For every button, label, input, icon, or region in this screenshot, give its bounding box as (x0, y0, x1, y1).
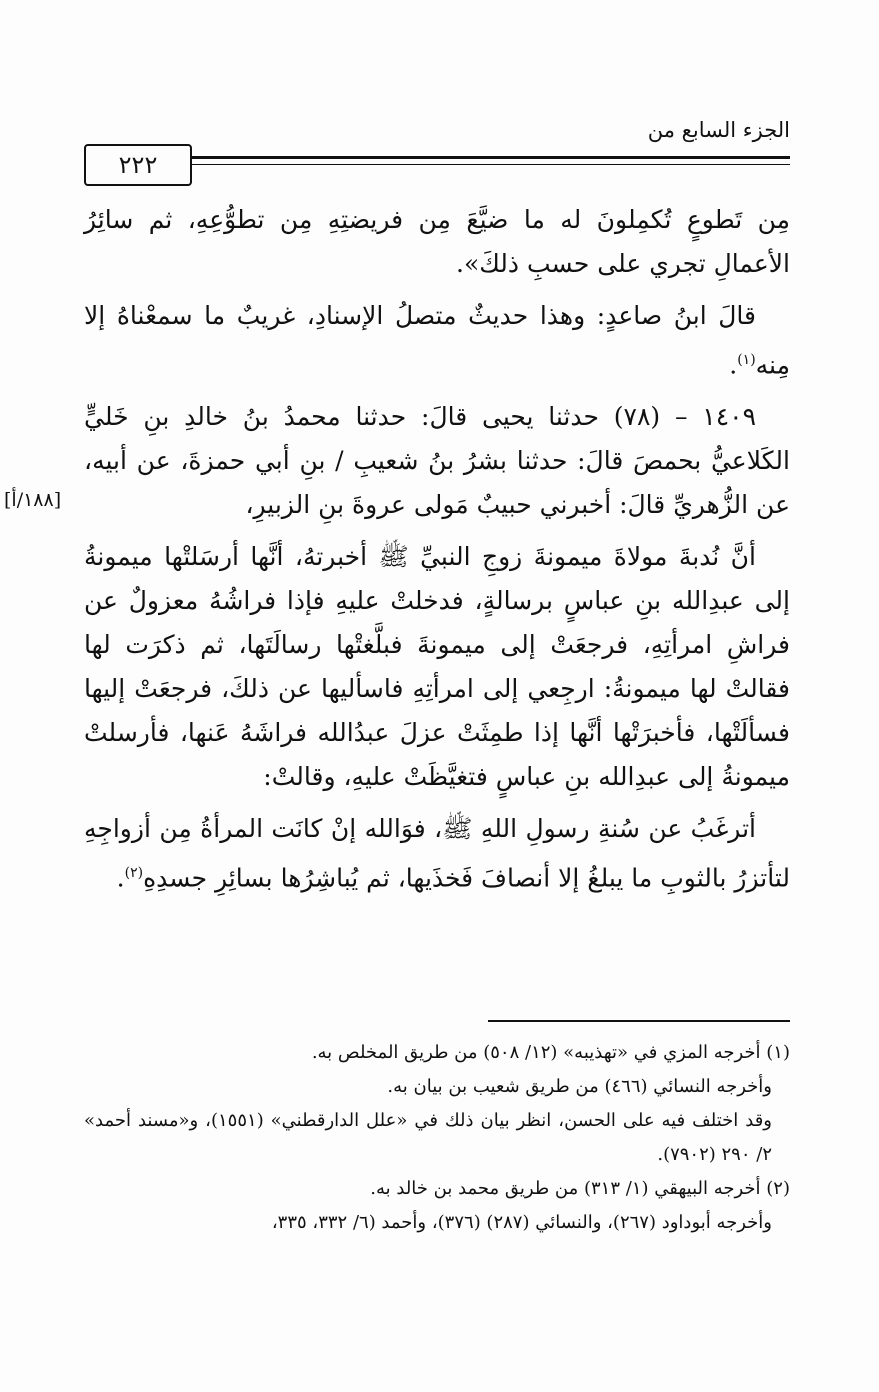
page-header (84, 112, 790, 192)
running-title: الجزء السابع من (647, 118, 790, 142)
main-text (84, 198, 790, 909)
hadith-isnad: ١٤٠٩ – (٧٨) حدثنا يحيى قالَ: حدثنا محمدُ بنُ خالدِ بنِ خَليٍّ الكَلاعيُّ بحمصَ قالَ: حدثنا بشرُ بنُ شعيبِ / بنِ أبي حمزةَ، عن أبيه، عن الزُّهريِّ قالَ: أخبرني حبيبٌ مَولى عروةَ بنِ الزبيرِ، (84, 402, 790, 520)
paragraph-ibn-saed: قالَ ابنُ صاعدٍ: وهذا حديثٌ متصلُ الإسنادِ، غريبٌ ما سمعْناهُ إلا مِنه$^{(١)}$. (84, 301, 790, 380)
manuscript-folio-note: [١٨٨/أ] (4, 489, 62, 511)
footnote-1-line: وقد اختلف فيه على الحسن، انظر بيان ذلك في «علل الدارقطني» (١٥٥١)، و«مسند أحمد» ٢/ ٢٩٠ (٧٩٠٢). (84, 1110, 772, 1165)
quote-text: أترغَبُ عن سُنةِ رسولِ اللهِ ﷺ، فوَالله إنْ كانَت المرأةُ مِن أزواجِهِ لتأتزرُ بالثوبِ ما يبلغُ إلا أنصافَ فَخذَيها، ثم يُباشِرُها بسائِرِ جسدِهِ (84, 814, 790, 893)
page-number-box (84, 144, 192, 186)
hadith-matn: أنَّ نُدبةَ مولاةَ ميمونةَ زوجِ النبيِّ ﷺ أخبرتهُ، أنَّها أرسَلتْها ميمونةُ إلى عبدِالله بنِ عباسٍ برسالةٍ، فدخلتْ عليهِ فإذا فراشُهُ معزولٌ عن فراشِ امرأتِهِ، فرجعَتْ إلى ميمونةَ فبلَّغتْها رسالَتَها، ثم ذكرَت لها فقالتْ لها ميمونةُ: ارجِعي إلى امرأتِهِ فاسأليها عن ذلكَ، فرجعَتْ إليها فسألَتْها، فأخبرَتْها أنَّها إذا طمِثَتْ عزلَ عبدُالله فراشَهُ عَنها، فأرسلتْ ميمونةُ إلى عبدِالله بنِ عباسٍ فتغيَّظَتْ عليهِ، وقالتْ: (84, 542, 790, 792)
page-number: ٢٢٢ (118, 151, 158, 179)
paragraph-text: قالَ ابنُ صاعدٍ: وهذا حديثٌ متصلُ الإسنادِ، غريبٌ ما سمعْناهُ إلا مِنه (84, 301, 790, 380)
footnote-ref-2: (٢) (124, 865, 144, 882)
footnote-2-line: وأخرجه أبوداود (٢٦٧)، والنسائي (٢٨٧) (٣٧٦)، وأحمد (٦/ ٣٣٢، ٣٣٥، (271, 1212, 772, 1233)
footnotes (84, 1036, 790, 1240)
footnote-separator (488, 1020, 790, 1022)
paragraph-continuation: مِن تَطوعٍ تُكمِلونَ له ما ضيَّعَ مِن فريضتِهِ مِن تطوُّعِهِ، ثم سائِرُ الأعمالِ تجري على حسبِ ذلكَ». (84, 205, 790, 278)
footnote-ref-1: (١) (737, 352, 756, 368)
hadith-quote: أترغَبُ عن سُنةِ رسولِ اللهِ ﷺ، فوَالله إنْ كانَت المرأةُ مِن أزواجِهِ لتأتزرُ بالثوبِ ما يبلغُ إلا أنصافَ فَخذَيها، ثم يُباشِرُها بسائِرِ جسدِهِ$^{(٢)}$. (84, 814, 790, 893)
footnote-2-line: (٢) أخرجه البيهقي (١/ ٣١٣) من طريق محمد بن خالد به. (370, 1178, 790, 1199)
footnote-1-line: وأخرجه النسائي (٤٦٦) من طريق شعيب بن بيان به. (387, 1076, 772, 1097)
footnote-1-line: (١) أخرجه المزي في «تهذيبه» (١٢/ ٥٠٨) من طريق المخلص به. (311, 1042, 790, 1063)
